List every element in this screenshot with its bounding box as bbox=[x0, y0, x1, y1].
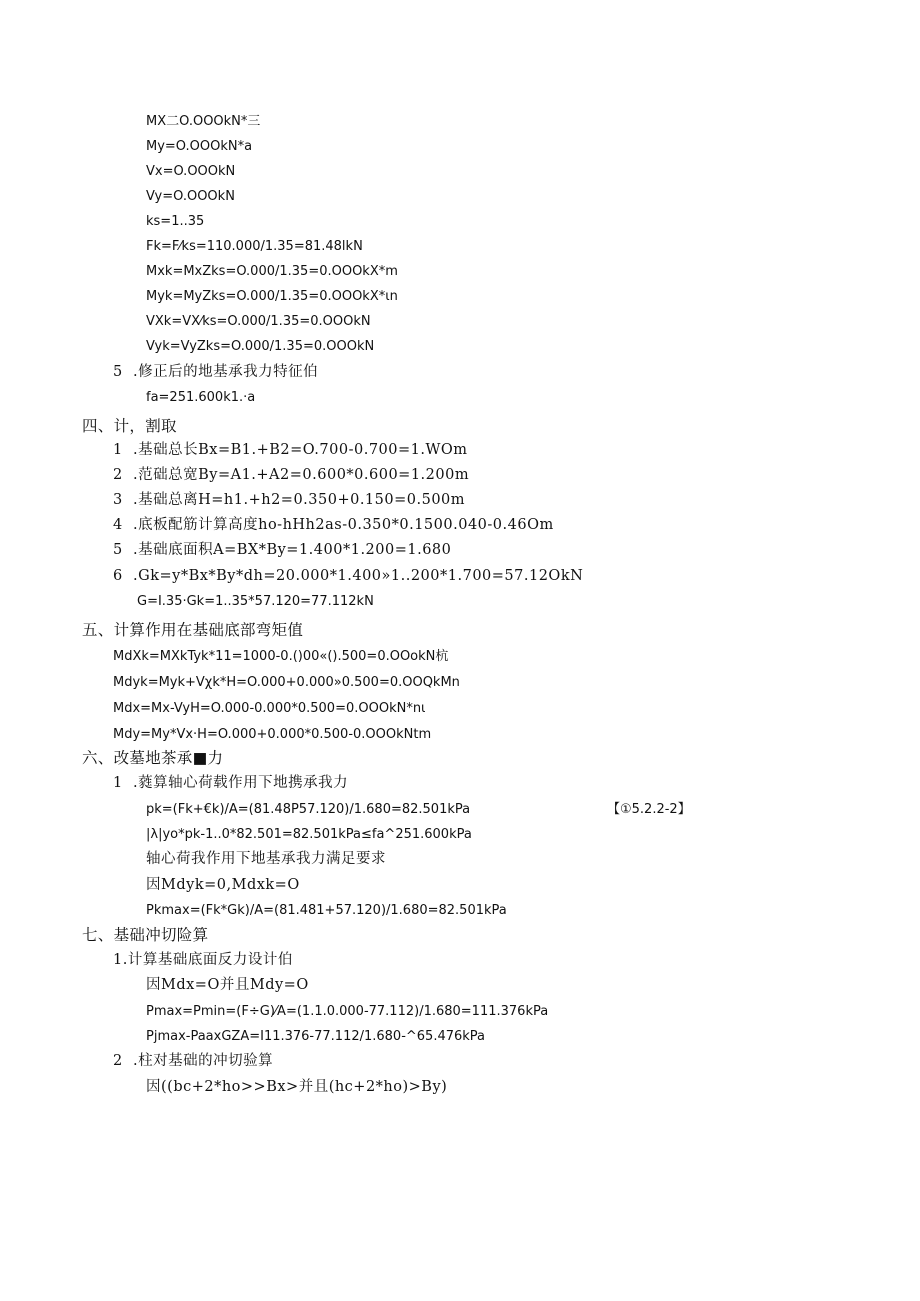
pkmax-formula: Pkmax=(Fk*Gk)/A=(81.481+57.120)/1.680=82.501kPa bbox=[146, 903, 507, 918]
bearing-conclusion: 轴心荷我作用下地基承我力满足要求 bbox=[146, 851, 386, 867]
bearing-capacity-fa: fa=251.600k1.·a bbox=[146, 390, 256, 405]
punching-condition: 因((bc+2*ho>>Bx>并且(hc+2*ho)>By) bbox=[146, 1079, 448, 1095]
list4-item-3: 3 .基础总离H=h1.+h2=0.350+0.150=0.500m bbox=[113, 492, 466, 508]
section-5-title bbox=[113, 363, 318, 381]
load-mx: MX二O.OOOkN*三 bbox=[146, 114, 261, 129]
pjmax-formula: Pjmax-PaaxGZA=I11.376-77.112/1.680-^65.476kPa bbox=[146, 1029, 486, 1044]
load-myk: Myk=MyZks=O.000/1.35=0.OOOkX*ιn bbox=[146, 289, 398, 304]
code-reference: 【①5.2.2-2】 bbox=[607, 802, 691, 817]
load-mxk: Mxk=MxZks=O.000/1.35=0.OOOkX*m bbox=[146, 264, 398, 279]
pk-formula: pk=(Fk+€k)/A=(81.48P57.120)/1.680=82.501kPa bbox=[146, 802, 471, 817]
load-vyk: Vyk=VyZks=O.000/1.35=0.OOOkN bbox=[146, 339, 375, 354]
section-6-1-title: 1 .蕤算轴心荷载作用下地携承我力 bbox=[113, 775, 349, 791]
reaction-condition: 因Mdx=O并且Mdy=O bbox=[146, 977, 309, 993]
load-ks: ks=1..35 bbox=[146, 214, 205, 229]
section-5-number: 5 bbox=[113, 364, 123, 380]
list4-item-1: 1 .基础总长Bx=B1.+B2=O.700-0.700=1.WOm bbox=[113, 442, 468, 458]
heading-6: 六、改墓地茶承■力 bbox=[82, 749, 224, 767]
moment-condition: 因Mdyk=0,Mdxk=O bbox=[146, 877, 300, 893]
moment-mdy: Mdy=My*Vx·H=O.000+0.000*0.500-0.OOOkNtm bbox=[113, 727, 432, 742]
load-my: My=O.OOOkN*a bbox=[146, 139, 253, 154]
heading-7: 七、基础冲切险算 bbox=[82, 926, 209, 944]
load-vy: Vy=O.OOOkN bbox=[146, 189, 235, 204]
list4-item-5: 5 .基础底面积A=BX*By=1.400*1.200=1.680 bbox=[113, 542, 452, 558]
moment-mdyk: Mdyk=Myk+Vχk*H=O.000+0.000»0.500=0.OOQkMn bbox=[113, 675, 460, 690]
load-vx: Vx=O.OOOkN bbox=[146, 164, 236, 179]
load-fk: Fk=F⁄ks=110.000/1.35=81.48lkN bbox=[146, 239, 363, 254]
moment-mdxk: MdXk=MXkTyk*11=1000-0.()00«().500=0.OOokN杭 bbox=[113, 649, 449, 664]
list4-item-6: 6 .Gk=y*Bx*By*dh=20.000*1.400»1..200*1.700=57.12OkN bbox=[113, 568, 584, 584]
g-design-value: G=I.35·Gk=1..35*57.120=77.112kN bbox=[137, 594, 374, 609]
heading-4: 四、计，割取 bbox=[82, 417, 177, 435]
section-7-1-title: 1.计算基础底面反力设计伯 bbox=[113, 952, 293, 968]
load-vxk: VXk=VX⁄ks=O.000/1.35=0.OOOkN bbox=[146, 314, 371, 329]
moment-mdx: Mdx=Mx-VyH=O.000-0.000*0.500=0.OOOkN*nι bbox=[113, 701, 426, 716]
section-7-2-title: 2 .柱对基础的冲切验算 bbox=[113, 1053, 274, 1069]
heading-5: 五、计算作用在基础底部弯矩值 bbox=[82, 621, 304, 639]
pmax-formula: Pmax=Pmin=(F÷G)⁄A=(1.1.0.000-77.112)/1.680=111.376kPa bbox=[146, 1004, 549, 1019]
list4-item-4: 4 .底板配筋计算高度ho-hHh2as-0.350*0.1500.040-0.46Om bbox=[113, 517, 554, 533]
pk-check: |λ|yo*pk-1..0*82.501=82.501kPa≤fa^251.600kPa bbox=[146, 827, 472, 842]
section-5-text: .修正后的地基承我力特征伯 bbox=[133, 364, 319, 380]
list4-item-2: 2 .范础总宽By=A1.+A2=0.600*0.600=1.200m bbox=[113, 467, 470, 483]
